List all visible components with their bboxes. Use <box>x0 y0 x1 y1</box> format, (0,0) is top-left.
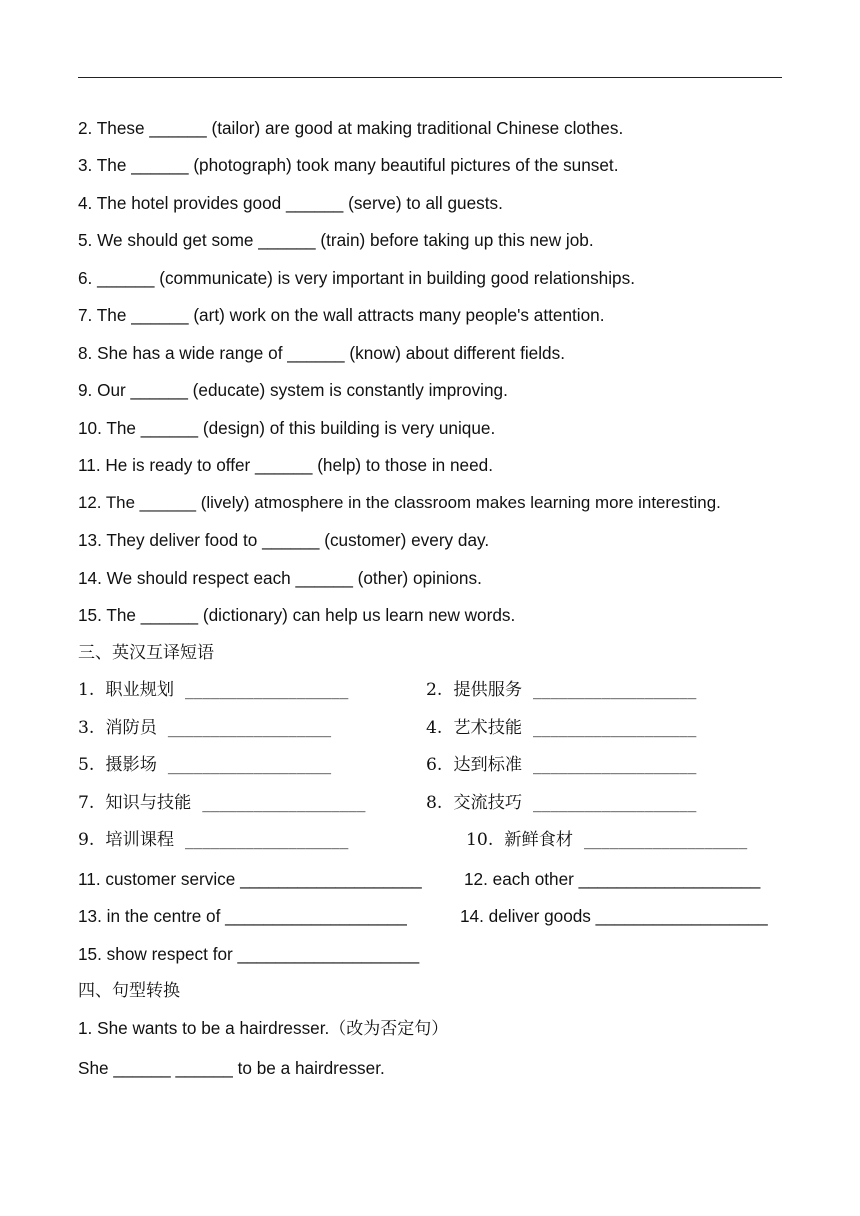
item-3: 3. The ______ (photograph) took many beautiful pictures of the sunset. <box>78 155 619 175</box>
item-2: 2. These ______ (tailor) are good at making traditional Chinese clothes. <box>78 118 624 138</box>
item-14: 14. We should respect each ______ (other) opinions. <box>78 568 482 588</box>
phrase-11: 11. customer service ___________________ <box>78 869 422 889</box>
phrase-10: 10. 新鲜食材 ___________________ <box>466 830 748 850</box>
phrase-6: 6. 达到标准 ___________________ <box>426 755 697 775</box>
item-4: 4. The hotel provides good ______ (serve) to all guests. <box>78 193 503 213</box>
phrase-12: 12. each other ___________________ <box>464 869 761 889</box>
transform-question-1 <box>78 1018 448 1039</box>
section-4-heading: 四、句型转换 <box>78 981 180 1001</box>
phrase-15: 15. show respect for ___________________ <box>78 944 420 964</box>
item-12: 12. The ______ (lively) atmosphere in the classroom makes learning more interesting. <box>78 493 721 512</box>
phrase-9: 9. 培训课程 ___________________ <box>78 830 349 850</box>
item-7: 7. The ______ (art) work on the wall attracts many people's attention. <box>78 305 605 325</box>
top-rule <box>78 77 782 78</box>
item-10: 10. The ______ (design) of this building is very unique. <box>78 418 496 438</box>
item-13: 13. They deliver food to ______ (customer) every day. <box>78 530 490 550</box>
question-1-instruction: （改为否定句） <box>329 1019 449 1039</box>
phrase-13: 13. in the centre of ___________________ <box>78 906 407 926</box>
item-5: 5. We should get some ______ (train) before taking up this new job. <box>78 230 594 250</box>
phrase-4: 4. 艺术技能 ___________________ <box>426 718 697 738</box>
item-8: 8. She has a wide range of ______ (know) about different fields. <box>78 343 565 363</box>
section-3-heading: 三、英汉互译短语 <box>78 643 214 663</box>
transform-answer-1: She ______ ______ to be a hairdresser. <box>78 1058 385 1078</box>
phrase-7: 7. 知识与技能 ___________________ <box>78 793 366 813</box>
item-6: 6. ______ (communicate) is very important in building good relationships. <box>78 268 635 288</box>
phrase-1: 1. 职业规划 ___________________ <box>78 680 349 700</box>
item-11: 11. He is ready to offer ______ (help) to those in need. <box>78 455 493 475</box>
question-1-text: 1. She wants to be a hairdresser. <box>78 1018 330 1038</box>
phrase-8: 8. 交流技巧 ___________________ <box>426 793 697 813</box>
phrase-3: 3. 消防员 ___________________ <box>78 718 332 738</box>
item-15: 15. The ______ (dictionary) can help us learn new words. <box>78 605 516 625</box>
phrase-5: 5. 摄影场 ___________________ <box>78 755 332 775</box>
item-9: 9. Our ______ (educate) system is constantly improving. <box>78 380 508 400</box>
phrase-2: 2. 提供服务 ___________________ <box>426 680 697 700</box>
phrase-14: 14. deliver goods __________________ <box>460 906 768 926</box>
